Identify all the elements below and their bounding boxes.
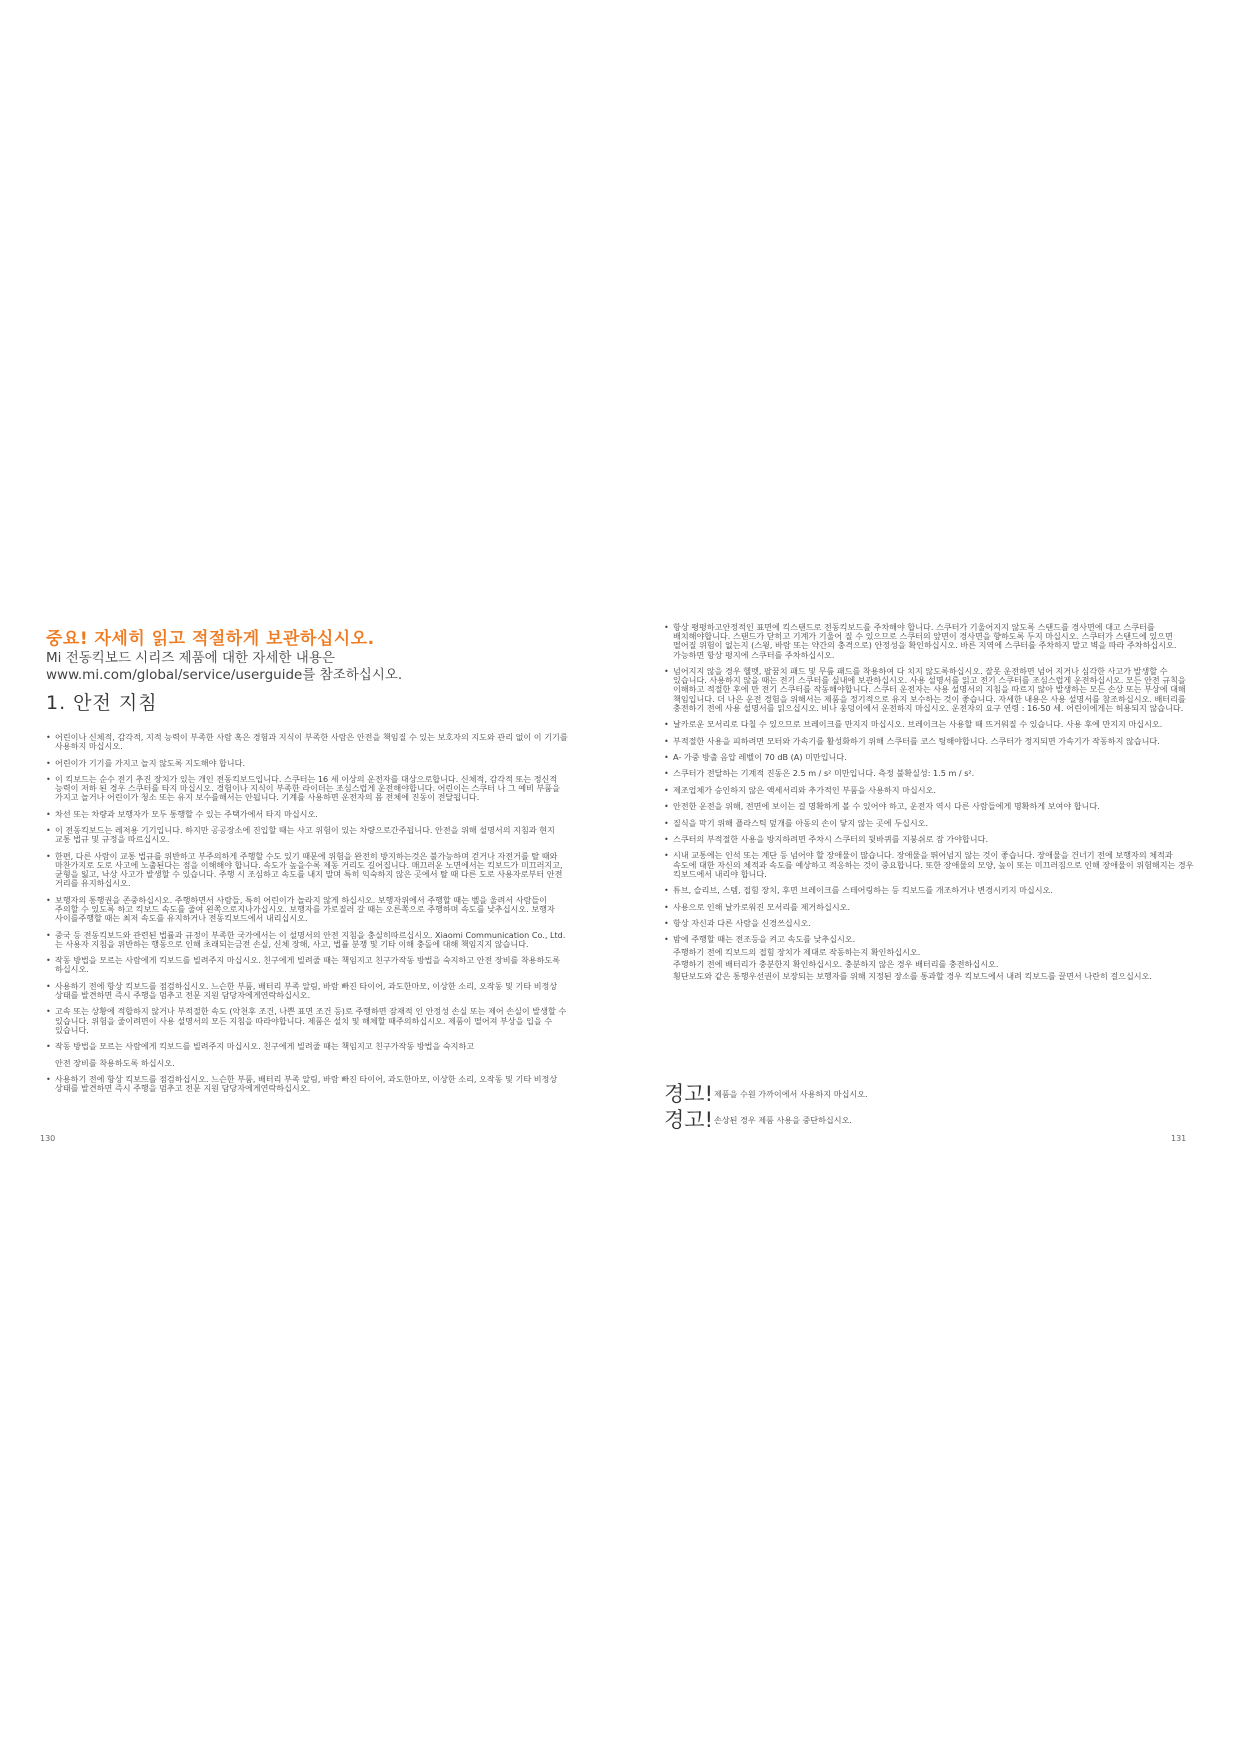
list-item: 안전 장비를 착용하도록 하십시오. [55, 1057, 175, 1068]
warning-label: 경고! [664, 1082, 713, 1106]
list-item: • A- 가중 방출 음압 레벨이 70 dB (A) 미만입니다. [664, 753, 1194, 762]
warning-text: 제품을 수원 가까이에서 사용하지 마십시오. [714, 1089, 868, 1099]
list-item: • 스쿠터가 전달하는 기계적 진동은 2.5 m / s² 미만입니다. 측정 불확실성: 1.5 m / s². [664, 769, 1194, 778]
list-item: • 사용으로 인해 날카로워진 모서리를 제거하십시오. [664, 903, 1194, 912]
list-item: • 제조업체가 승인하지 않은 액세서리와 추가적인 부품을 사용하지 마십시오. [664, 786, 1194, 795]
list-item: • 어린이나 신체적, 감각적, 지적 능력이 부족한 사람 혹은 경험과 지식이 부족한 사람은 안전을 책임질 수 있는 보호자의 지도와 관리 없이 이 기기를 사용하지 마십시오. [46, 733, 571, 751]
list-item: • 사용하기 전에 항상 킥보드를 점검하십시오. 느슨한 부품, 배터리 부족 알림, 바람 빠진 타이어, 과도한마모, 이상한 소리, 오작동 및 기타 비정상 상태를 발견하면 즉시 주행을 멈추고 전문 지원 담당자에게연락하십시오. [46, 1075, 571, 1093]
left-page [0, 0, 620, 1754]
list-item: • 이 전동킥보드는 레저용 기기입니다. 하지만 공공장소에 진입할 때는 사고 위험이 있는 차량으로간주됩니다. 안전을 위해 설명서의 지침과 현지 교통 법규 및 규정을 따르십시오. [46, 826, 571, 844]
list-item: • 부적절한 사용을 피하려면 모터와 가속기를 활성화하기 위해 스쿠터를 코스 팅해야합니다. 스쿠터가 정지되면 가속기가 작동하지 않습니다. [664, 737, 1194, 746]
list-item: • 작동 방법을 모르는 사람에게 킥보드를 빌려주지 마십시오. 친구에게 빌려줄 때는 책임지고 친구가작동 방법을 숙지하고 [46, 1042, 571, 1051]
safety-instructions-list [46, 733, 571, 1101]
list-item: • 어린이가 기기를 가지고 놀지 않도록 지도해야 합니다. [46, 759, 571, 768]
list-item: • 항상 자신과 다른 사람을 신경쓰십시오. [664, 919, 1194, 928]
list-item: • 시내 교통에는 인석 또는 계단 등 넘어야 할 장애물이 많습니다. 장애물을 뛰어넘지 않는 것이 좋습니다. 장애물을 건너기 전에 보행자의 체적과 속도에 대한 자신의 체적과 속도를 예상하고 적응하는 것이 중요합니다. 또한 장애물의 모양, 높이 또는 미끄러짐으로 인해 장애물이 위험해지는 경우 킥보드에서 내리야 합니다. [664, 851, 1194, 879]
list-item: • 보행자의 통행권을 존중하십시오. 주행하면서 사람들, 특히 어린이가 놀라지 않게 하십시오. 보행자위에서 주행할 때는 벨을 울려서 사람들이 주의할 수 있도록 하고 킥보드 속도를 줄여 왼쪽으로지나가십시오. 보행자를 가로질러 갈 때는 오른쪽으로 주행하며 속도를 낮추십시오. 보행자 사이를주행할 때는 최저 속도를 유지하거나 전동킥보드에서 내리십시오. [46, 896, 571, 924]
warning-notice [664, 1104, 1204, 1130]
list-item: 주행하기 전에 킥보드의 접힘 장치가 제대로 작동하는지 확인하십시오. [673, 946, 921, 957]
list-item: • 날카로운 모서리로 다칠 수 있으므로 브레이크를 만지지 마십시오. 브레이크는 사용할 때 뜨거워질 수 있습니다. 사용 후에 만지지 마십시오. [664, 720, 1194, 729]
list-item: • 중국 등 전동킥보드와 관련된 법률과 규정이 부족한 국가에서는 이 설명서의 안전 지침을 충실히따르십시오. Xiaomi Communication Co., Ltd.는 사용자 지침을 위반하는 행동으로 인해 초래되는금전 손실, 신체 장해, 사고, 법률 분쟁 및 기타 이해 충돌에 대해 책임지지 않습니다. [46, 931, 571, 949]
list-item: • 사용하기 전에 항상 킥보드를 점검하십시오. 느슨한 부품, 배터리 부족 알림, 바람 빠진 타이어, 과도한마모, 이상한 소리, 오작동 및 기타 비정상 상태를 발견하면 즉시 주행을 멈추고 전문 지원 담당자에게연락하십시오. [46, 982, 571, 1000]
warning-notice [664, 1078, 1204, 1104]
list-item: • 차선 또는 차량과 보행자가 모두 통행할 수 있는 주택가에서 타지 마십시오. [46, 810, 571, 819]
list-item: • 스쿠터의 부적절한 사용을 방지하려면 주차시 스쿠터의 뒷바퀴를 지붕쉬로 잠 가야합니다. [664, 835, 1194, 844]
list-item: • 항상 평평하고안정적인 표면에 킥스탠드로 전동킥보드를 주차해야 합니다. 스쿠터가 기울어지지 않도록 스탠드를 경사면에 대고 스쿠터를 배치해야합니다. 스탠드가 닫히고 기계가 기울어 질 수 있으므로 스쿠터의 앞면이 경사면을 향하도록 두지 마십시오. 스쿠터가 스탠드에 있으면 떨어질 위험이 없는지 (스윙, 바람 또는 약간의 충격으로) 안정성을 확인하십시오. 바른 지역에 스쿠터를 주차하지 말고 벽을 따라 주차하십시오. 가능하면 항상 평지에 스쿠터를 주차하십시오. [664, 623, 1194, 660]
warning-label: 경고! [664, 1108, 713, 1132]
list-item: • 고속 또는 상황에 적합하지 않거나 부적절한 속도 (악천후 조건, 나쁜 표면 조건 등)로 주행하면 잠재적 인 안정성 손실 또는 제어 손실이 발생할 수 있습니다. 위험을 줄이려면이 사용 설명서의 모든 지침을 따라야합니다. 제품은 설치 및 해체할 때주의하십시오. 제품이 떨어져 부상을 입을 수 있습니다. [46, 1007, 571, 1035]
list-item: 횡단보도와 같은 통행우선권이 보장되는 보행자를 위해 지정된 장소를 통과할 경우 킥보드에서 내려 킥보드를 끌면서 나란히 걸으십시오. [673, 970, 1153, 981]
list-item: 주행하기 전에 배터리가 충분한지 확인하십시오. 충분하지 않은 경우 배터리를 충전하십시오. [673, 958, 999, 969]
page-number: 130 [40, 1134, 56, 1143]
section-heading: 1. 안전 지침 [46, 692, 158, 714]
list-item: • 작동 방법을 모르는 사람에게 킥보드를 빌려주지 마십시오. 친구에게 빌려줄 때는 책임지고 친구가작동 방법을 숙지하고 안전 장비를 착용하도록 하십시오. [46, 956, 571, 974]
list-item: • 밤에 주행할 때는 전조등을 켜고 속도를 낮추십시오. [664, 935, 1194, 944]
notice-subtitle-line1: Mi 전동킥보드 시리즈 제품에 대한 자세한 내용은 [46, 650, 335, 666]
list-item: • 질식을 막기 위해 플라스틱 덮개를 아동의 손이 닿지 않는 곳에 두십시오. [664, 819, 1194, 828]
warning-text: 손상된 경우 제품 사용을 중단하십시오. [714, 1115, 852, 1125]
list-item: • 튜브, 슬리브, 스템, 접힘 장치, 후면 브레이크를 스테어링하는 등 킥보드를 개조하거나 변경시키지 마십시오. [664, 886, 1194, 895]
right-page [620, 0, 1241, 1754]
list-item: • 넘어지지 않을 경우 헬멧, 팔꿈치 패드 및 무릎 패드를 착용하여 다 치지 않도록하십시오. 잘못 운전하면 넘어 지거나 심각한 사고가 발생할 수 있습니다. 사용하지 않을 때는 전기 스쿠터를 실내에 보관하십시오. 사용 설명서를 읽고 전기 스쿠터를 조심스럽게 운전하십시오. 모든 안전 규칙을 이해하고 적절한 후에 만 전기 스쿠터를 작동해야합니다. 스쿠터 운전자는 사용 설명서의 지침을 따르지 않아 발생하는 모든 손상 또는 부상에 대해 책임입니다. 더 나은 운전 경험을 위해서는 제품을 정기적으로 유지 보수하는 것이 좋습니다. 자세한 내용은 사용 설명서를 참조하십시오. 배터리를 충전하기 전에 사용 설명서를 읽으십시오. 비나 웅덩이에서 운전하지 마십시오. 운전자의 요구 연령 : 16-50 세. 어린이에게는 허용되지 않습니다. [664, 667, 1194, 713]
page-number: 131 [1171, 1134, 1187, 1143]
list-item: • 안전한 운전을 위해, 전면에 보이는 걸 명확하게 볼 수 있어야 하고, 운전자 역시 다른 사람들에게 명확하게 보여야 합니다. [664, 802, 1194, 811]
list-item: • 이 킥보드는 순수 전기 추진 장치가 있는 개인 전동킥보드입니다. 스쿠터는 16 세 이상의 운전자를 대상으로합니다. 신체적, 감각적 또는 정신적 능력이 저하 된 경우 스쿠터를 타지 마십시오. 경험이나 지식이 부족한 라이더는 조심스럽게 운전해야합니다. 어린이는 스쿠터 나 그 예비 부품을 가지고 놀거나 어린이가 청소 또는 유지 보수를해서는 안됩니다. 기계를 사용하면 운전자의 몸 전체에 진동이 전달됩니다. [46, 775, 571, 803]
safety-instructions-list [664, 623, 1194, 988]
notice-subtitle-line2: www.mi.com/global/service/userguide를 참조하십시오. [46, 667, 403, 683]
notice-title: 중요! 자세히 읽고 적절하게 보관하십시오. [46, 629, 375, 649]
list-item: • 한편, 다른 사람이 교통 법규를 위반하고 부주의하게 주행할 수도 있기 때문에 위험을 완전히 방지하는것은 불가능하며 걷거나 자전거를 탈 때와 마찬가지로 도로 사고에 노출된다는 점을 이해해야 합니다. 속도가 높을수록 제동 거리도 길어집니다. 매끄러운 노면에서는 킥보드가 미끄러지고, 균형을 잃고, 낙상 사고가 발생할 수 있습니다. 주행 시 조심하고 속도를 내지 말며 특히 익숙하지 않은 곳에서 탈 때 다른 도로 사용자로부터 안전 거리를 유지하십시오. [46, 852, 571, 889]
